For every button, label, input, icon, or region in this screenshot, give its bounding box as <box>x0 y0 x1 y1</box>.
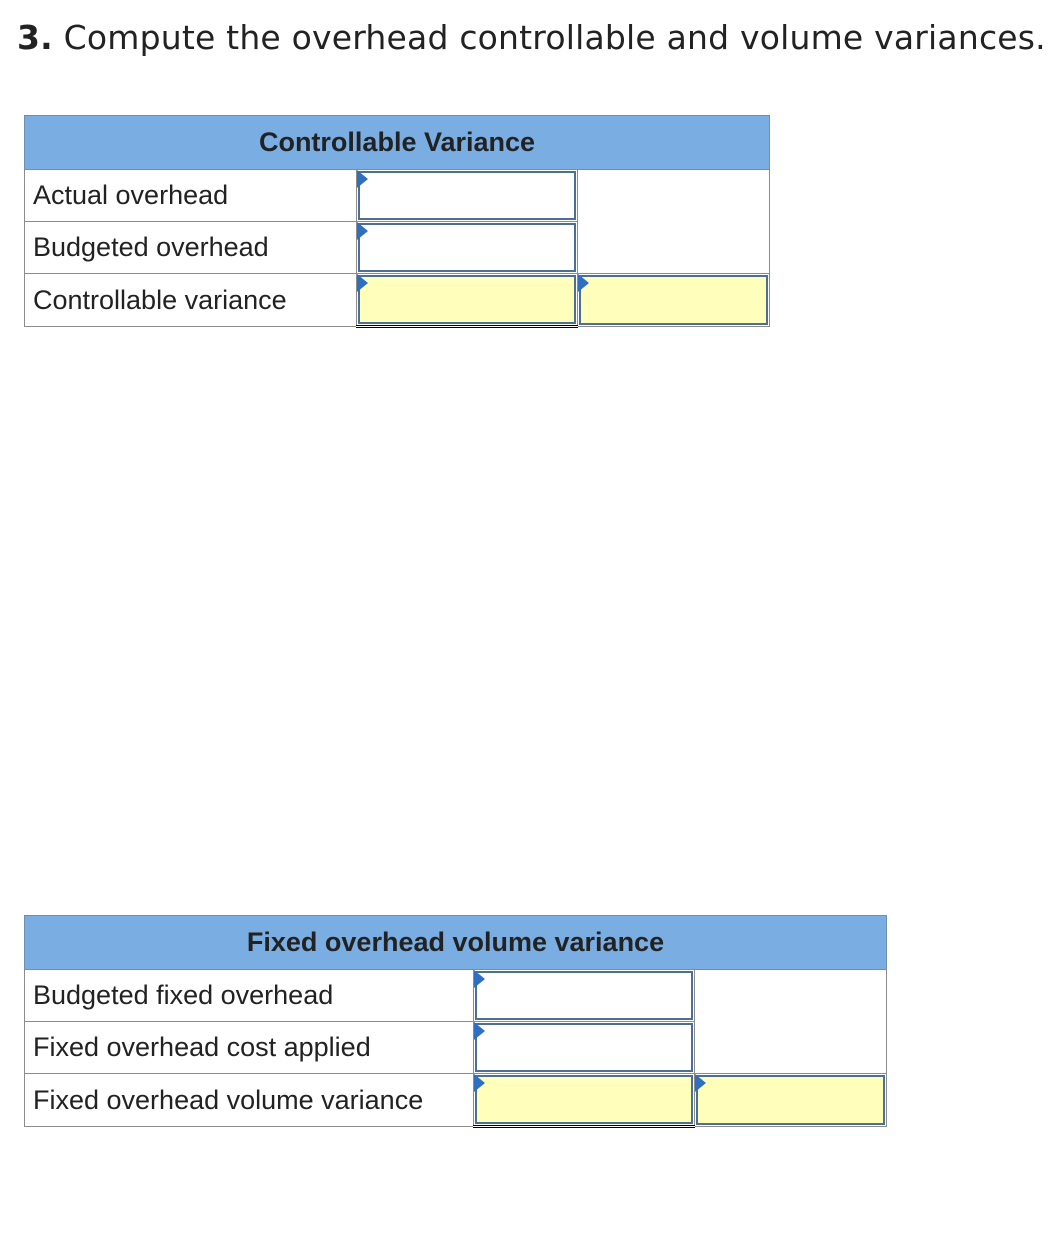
table-row <box>25 970 887 1022</box>
controllable-variance-amount-cell <box>357 274 578 327</box>
input-marker-icon <box>474 1022 485 1040</box>
budgeted-fixed-overhead-input-box <box>475 971 693 1020</box>
budgeted-overhead-input[interactable] <box>360 225 574 270</box>
actual-overhead-cell <box>357 170 578 222</box>
fixed-overhead-applied-input-box <box>475 1023 693 1072</box>
budgeted-fixed-overhead-input[interactable] <box>477 973 691 1018</box>
table-row <box>25 1074 887 1127</box>
question-text: Compute the overhead controllable and volume variances. <box>63 18 1046 57</box>
fixed-overhead-applied-label: Fixed overhead cost applied <box>25 1022 474 1074</box>
volume-variance-table <box>24 915 887 1128</box>
input-marker-icon <box>474 1074 485 1092</box>
table-row <box>25 274 770 327</box>
volume-variance-type-cell <box>695 1074 887 1127</box>
budgeted-fixed-overhead-label: Budgeted fixed overhead <box>25 970 474 1022</box>
controllable-variance-type-box <box>579 275 768 325</box>
volume-variance-amount-input[interactable] <box>477 1077 691 1122</box>
volume-variance-label: Fixed overhead volume variance <box>25 1074 474 1127</box>
input-marker-icon <box>357 170 368 188</box>
controllable-variance-type-cell <box>578 274 770 327</box>
controllable-variance-header: Controllable Variance <box>25 116 770 170</box>
controllable-variance-label: Controllable variance <box>25 274 357 327</box>
controllable-variance-amount-input[interactable] <box>360 277 574 322</box>
budgeted-overhead-label: Budgeted overhead <box>25 222 357 274</box>
budgeted-overhead-cell <box>357 222 578 274</box>
volume-variance-header: Fixed overhead volume variance <box>25 916 887 970</box>
input-marker-icon <box>474 970 485 988</box>
controllable-variance-type-input[interactable] <box>581 277 766 323</box>
question-heading <box>17 18 1046 57</box>
input-marker-icon <box>357 274 368 292</box>
controllable-variance-input-box <box>358 275 576 324</box>
actual-overhead-input-box <box>358 171 576 220</box>
input-marker-icon <box>357 222 368 240</box>
controllable-variance-table <box>24 115 770 328</box>
empty-cell <box>578 170 770 274</box>
actual-overhead-label: Actual overhead <box>25 170 357 222</box>
volume-variance-type-box <box>696 1075 885 1125</box>
fixed-overhead-applied-cell <box>474 1022 695 1074</box>
volume-variance-amount-cell <box>474 1074 695 1127</box>
input-marker-icon <box>695 1074 706 1092</box>
volume-variance-input-box <box>475 1075 693 1124</box>
input-marker-icon <box>578 274 589 292</box>
empty-cell <box>695 970 887 1074</box>
volume-variance-type-input[interactable] <box>698 1077 883 1123</box>
question-number: 3. <box>17 18 53 57</box>
fixed-overhead-applied-input[interactable] <box>477 1025 691 1070</box>
budgeted-fixed-overhead-cell <box>474 970 695 1022</box>
actual-overhead-input[interactable] <box>360 173 574 218</box>
table-row <box>25 170 770 222</box>
budgeted-overhead-input-box <box>358 223 576 272</box>
